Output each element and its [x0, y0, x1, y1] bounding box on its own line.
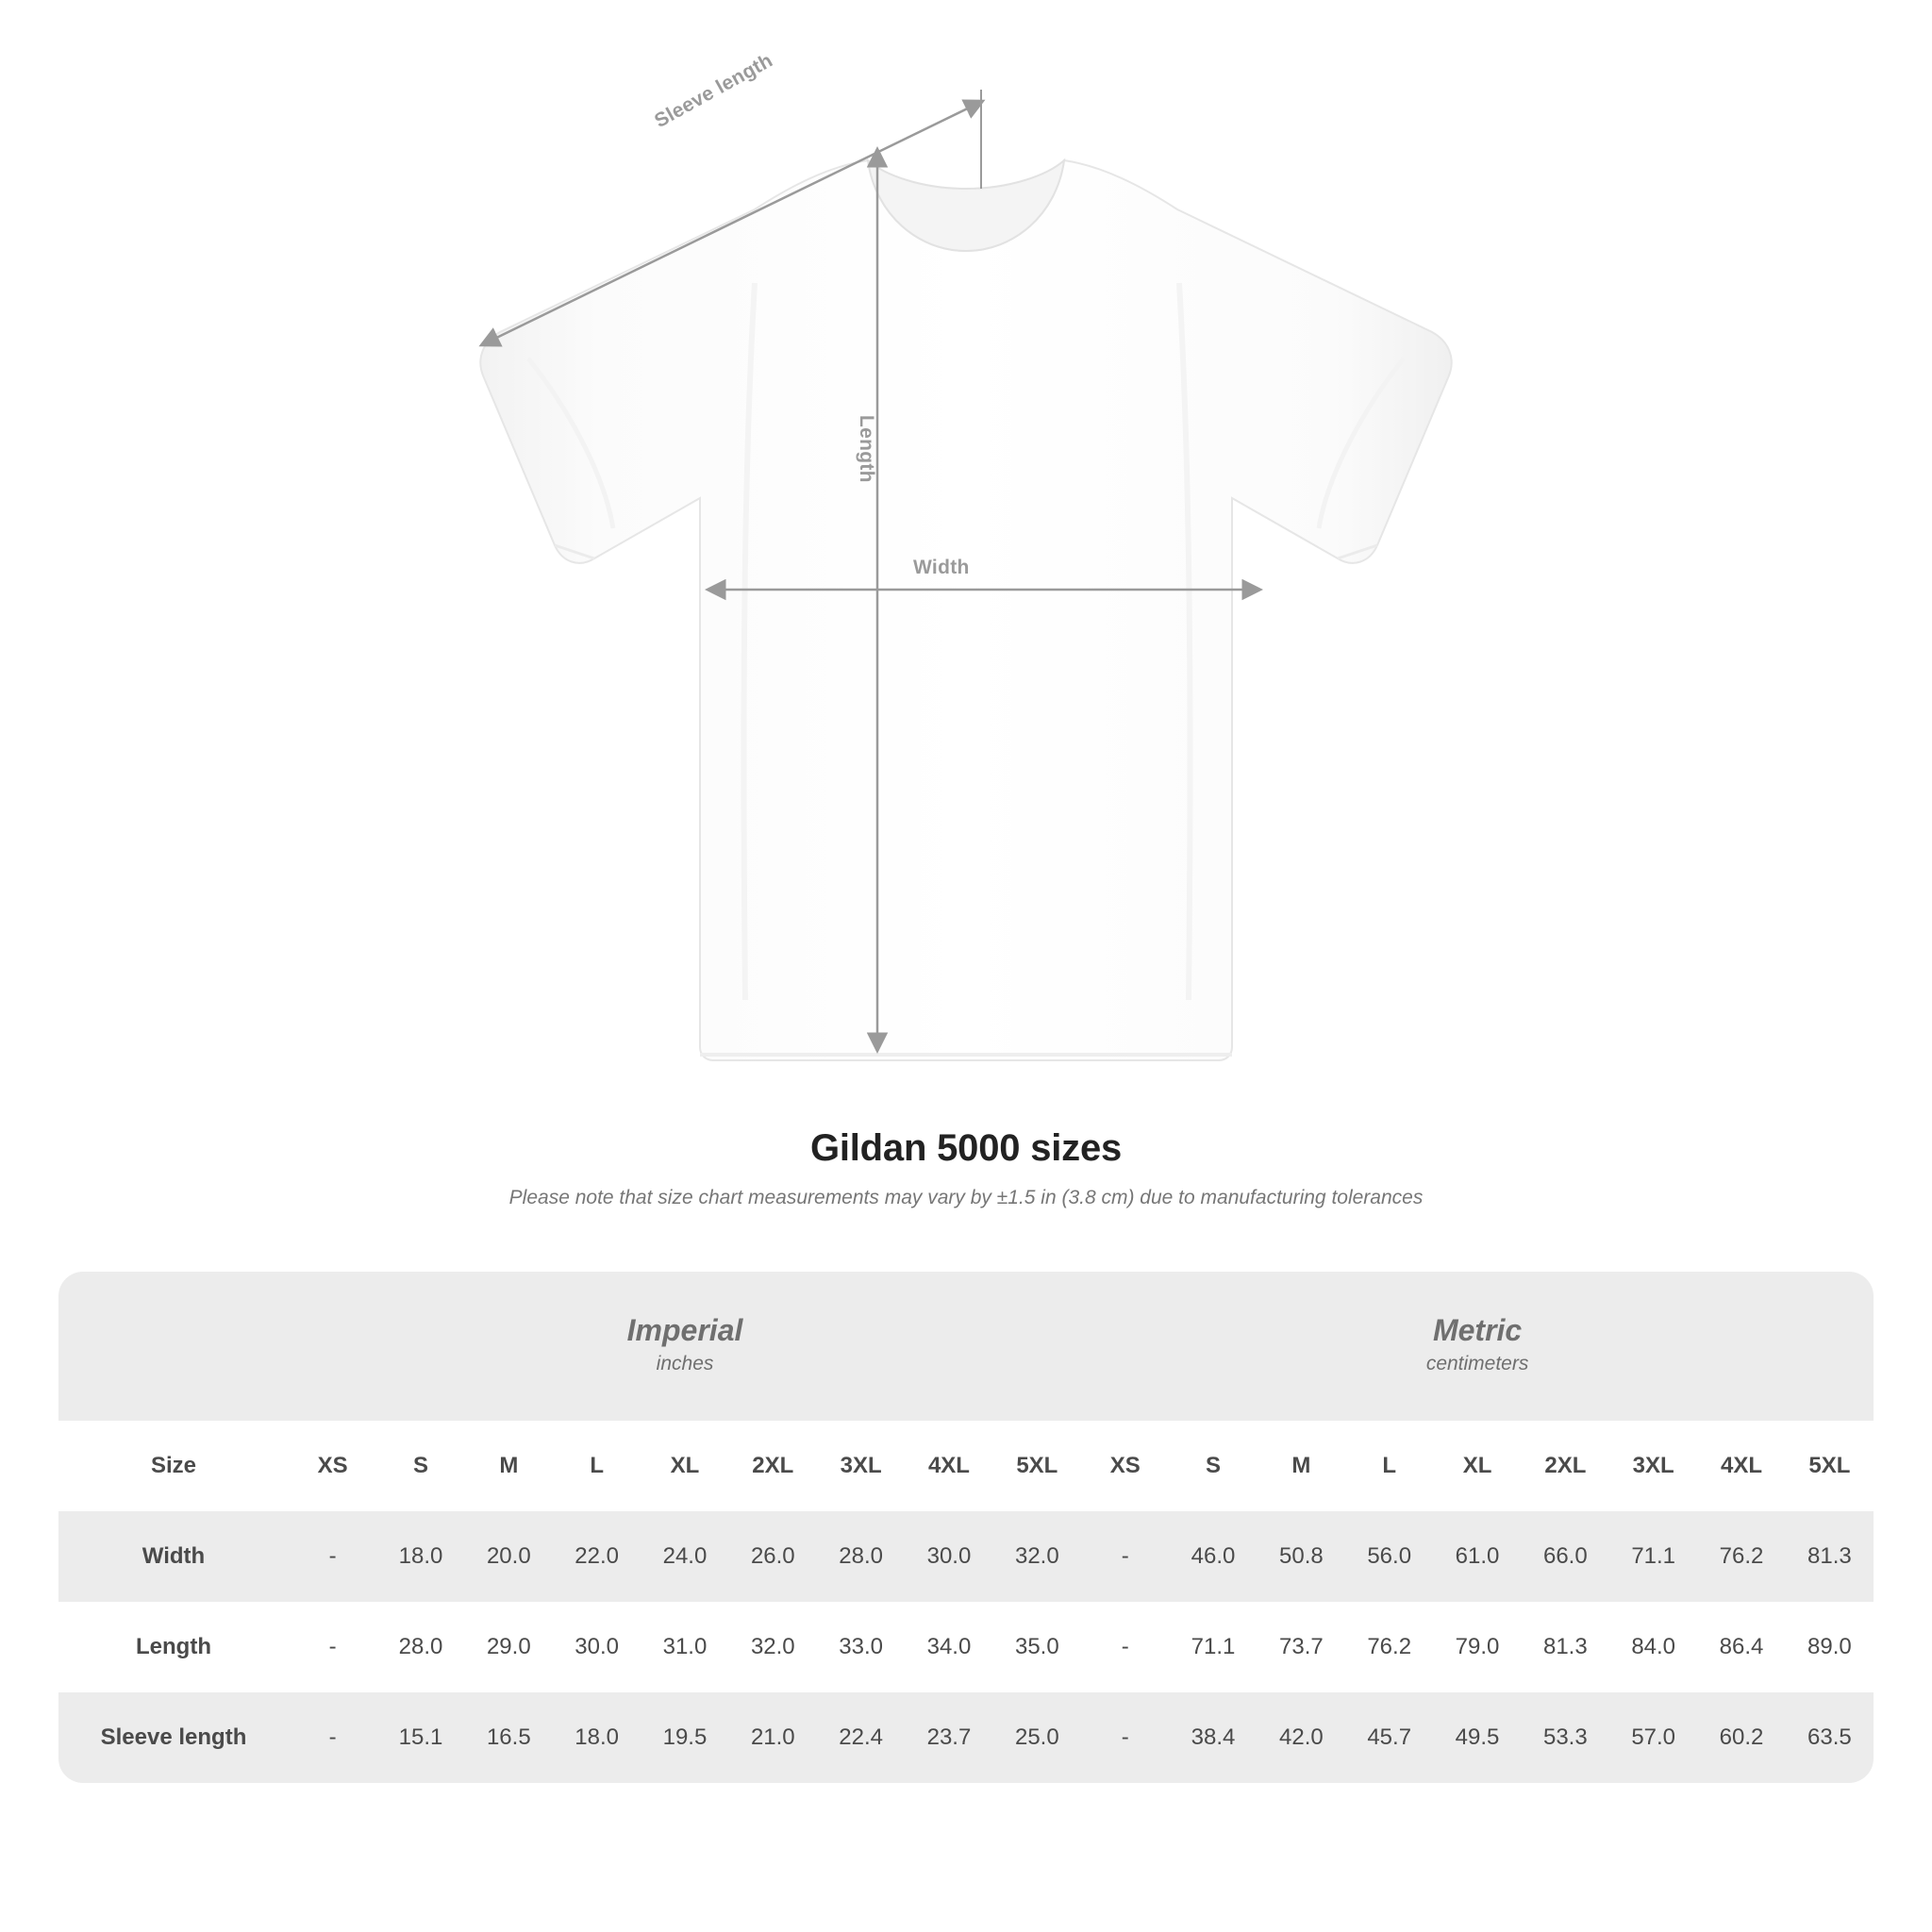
cell-width-metric-4xl: 76.2	[1697, 1511, 1785, 1602]
cell-width-metric-xs: -	[1081, 1511, 1169, 1602]
cell-width-imperial-3xl: 28.0	[817, 1511, 905, 1602]
cell-sleeve-imperial-l: 18.0	[553, 1692, 641, 1783]
cell-sleeve-metric-xl: 49.5	[1433, 1692, 1521, 1783]
cell-sleeve-metric-s: 38.4	[1169, 1692, 1257, 1783]
cell-width-metric-l: 56.0	[1345, 1511, 1433, 1602]
cell-sleeve-metric-3xl: 57.0	[1609, 1692, 1697, 1783]
cell-width-metric-m: 50.8	[1257, 1511, 1345, 1602]
cell-length-imperial-5xl: 35.0	[993, 1602, 1081, 1692]
size-header-row	[58, 1421, 1874, 1511]
size-table	[58, 1272, 1874, 1783]
unit-header-imperial	[289, 1272, 1081, 1421]
size-header-cell: L	[1345, 1421, 1433, 1511]
sleeve-length-label: Sleeve length	[651, 49, 776, 133]
cell-length-imperial-l: 30.0	[553, 1602, 641, 1692]
cell-sleeve-imperial-3xl: 22.4	[817, 1692, 905, 1783]
unit-name-imperial: Imperial	[626, 1312, 743, 1347]
size-header-cell: 3XL	[1609, 1421, 1697, 1511]
row-label-length: Length	[58, 1602, 289, 1692]
cell-sleeve-imperial-m: 16.5	[465, 1692, 553, 1783]
cell-length-metric-xs: -	[1081, 1602, 1169, 1692]
row-label-sleeve-length: Sleeve length	[58, 1692, 289, 1783]
row-label-width: Width	[58, 1511, 289, 1602]
cell-sleeve-imperial-4xl: 23.7	[905, 1692, 992, 1783]
table-row	[58, 1511, 1874, 1602]
cell-length-imperial-m: 29.0	[465, 1602, 553, 1692]
cell-width-metric-3xl: 71.1	[1609, 1511, 1697, 1602]
cell-width-imperial-xs: -	[289, 1511, 376, 1602]
unit-name-metric: Metric	[1432, 1312, 1523, 1347]
cell-width-imperial-s: 18.0	[376, 1511, 464, 1602]
cell-sleeve-imperial-2xl: 21.0	[729, 1692, 817, 1783]
cell-sleeve-metric-xs: -	[1081, 1692, 1169, 1783]
size-table-body	[58, 1272, 1874, 1783]
cell-length-metric-m: 73.7	[1257, 1602, 1345, 1692]
tolerance-note: Please note that size chart measurements may vary by ±1.5 in (3.8 cm) due to manufacturing tolerances	[508, 1187, 1424, 1208]
cell-length-imperial-3xl: 33.0	[817, 1602, 905, 1692]
cell-sleeve-metric-4xl: 60.2	[1697, 1692, 1785, 1783]
cell-sleeve-imperial-5xl: 25.0	[993, 1692, 1081, 1783]
unit-header-row	[58, 1272, 1874, 1421]
unit-sub-imperial: inches	[656, 1352, 714, 1374]
cell-length-metric-l: 76.2	[1345, 1602, 1433, 1692]
cell-length-metric-3xl: 84.0	[1609, 1602, 1697, 1692]
size-header-cell: M	[465, 1421, 553, 1511]
cell-width-imperial-m: 20.0	[465, 1511, 553, 1602]
cell-width-imperial-5xl: 32.0	[993, 1511, 1081, 1602]
cell-length-metric-4xl: 86.4	[1697, 1602, 1785, 1692]
size-header-cell: 5XL	[1786, 1421, 1874, 1511]
size-header-cell: XS	[289, 1421, 376, 1511]
cell-length-imperial-4xl: 34.0	[905, 1602, 992, 1692]
cell-length-imperial-xs: -	[289, 1602, 376, 1692]
cell-sleeve-metric-2xl: 53.3	[1522, 1692, 1609, 1783]
cell-sleeve-metric-m: 42.0	[1257, 1692, 1345, 1783]
size-header-cell: L	[553, 1421, 641, 1511]
table-row	[58, 1692, 1874, 1783]
length-label: Length	[856, 415, 877, 483]
size-header-cell: 4XL	[1697, 1421, 1785, 1511]
cell-length-metric-s: 71.1	[1169, 1602, 1257, 1692]
size-header-cell: XL	[641, 1421, 728, 1511]
cell-width-imperial-xl: 24.0	[641, 1511, 728, 1602]
size-table-container	[58, 1272, 1874, 1783]
size-header-cell: 2XL	[1522, 1421, 1609, 1511]
page-title: Gildan 5000 sizes	[809, 1127, 1123, 1169]
cell-length-metric-5xl: 89.0	[1786, 1602, 1874, 1692]
cell-width-metric-s: 46.0	[1169, 1511, 1257, 1602]
cell-width-imperial-4xl: 30.0	[905, 1511, 992, 1602]
cell-sleeve-imperial-xl: 19.5	[641, 1692, 728, 1783]
size-header-cell: S	[1169, 1421, 1257, 1511]
unit-header-metric	[1081, 1272, 1874, 1421]
size-header-cell: 3XL	[817, 1421, 905, 1511]
size-header-cell: S	[376, 1421, 464, 1511]
size-header-cell: 2XL	[729, 1421, 817, 1511]
unit-header-spacer	[58, 1272, 289, 1421]
cell-width-metric-xl: 61.0	[1433, 1511, 1521, 1602]
cell-length-imperial-2xl: 32.0	[729, 1602, 817, 1692]
width-label: Width	[913, 557, 970, 578]
title-block	[0, 1127, 1932, 1209]
tshirt-shape	[480, 160, 1451, 1060]
cell-width-metric-5xl: 81.3	[1786, 1511, 1874, 1602]
cell-sleeve-metric-5xl: 63.5	[1786, 1692, 1874, 1783]
cell-sleeve-imperial-s: 15.1	[376, 1692, 464, 1783]
cell-width-imperial-2xl: 26.0	[729, 1511, 817, 1602]
cell-length-metric-xl: 79.0	[1433, 1602, 1521, 1692]
size-header-cell: 5XL	[993, 1421, 1081, 1511]
size-header-cell: XS	[1081, 1421, 1169, 1511]
size-header-cell: M	[1257, 1421, 1345, 1511]
cell-sleeve-metric-l: 45.7	[1345, 1692, 1433, 1783]
cell-length-imperial-s: 28.0	[376, 1602, 464, 1692]
cell-width-imperial-l: 22.0	[553, 1511, 641, 1602]
cell-width-metric-2xl: 66.0	[1522, 1511, 1609, 1602]
cell-length-metric-2xl: 81.3	[1522, 1602, 1609, 1692]
size-header-label: Size	[58, 1421, 289, 1511]
size-header-cell: 4XL	[905, 1421, 992, 1511]
unit-sub-metric: centimeters	[1425, 1352, 1529, 1374]
cell-sleeve-imperial-xs: -	[289, 1692, 376, 1783]
table-row	[58, 1602, 1874, 1692]
cell-length-imperial-xl: 31.0	[641, 1602, 728, 1692]
size-header-cell: XL	[1433, 1421, 1521, 1511]
